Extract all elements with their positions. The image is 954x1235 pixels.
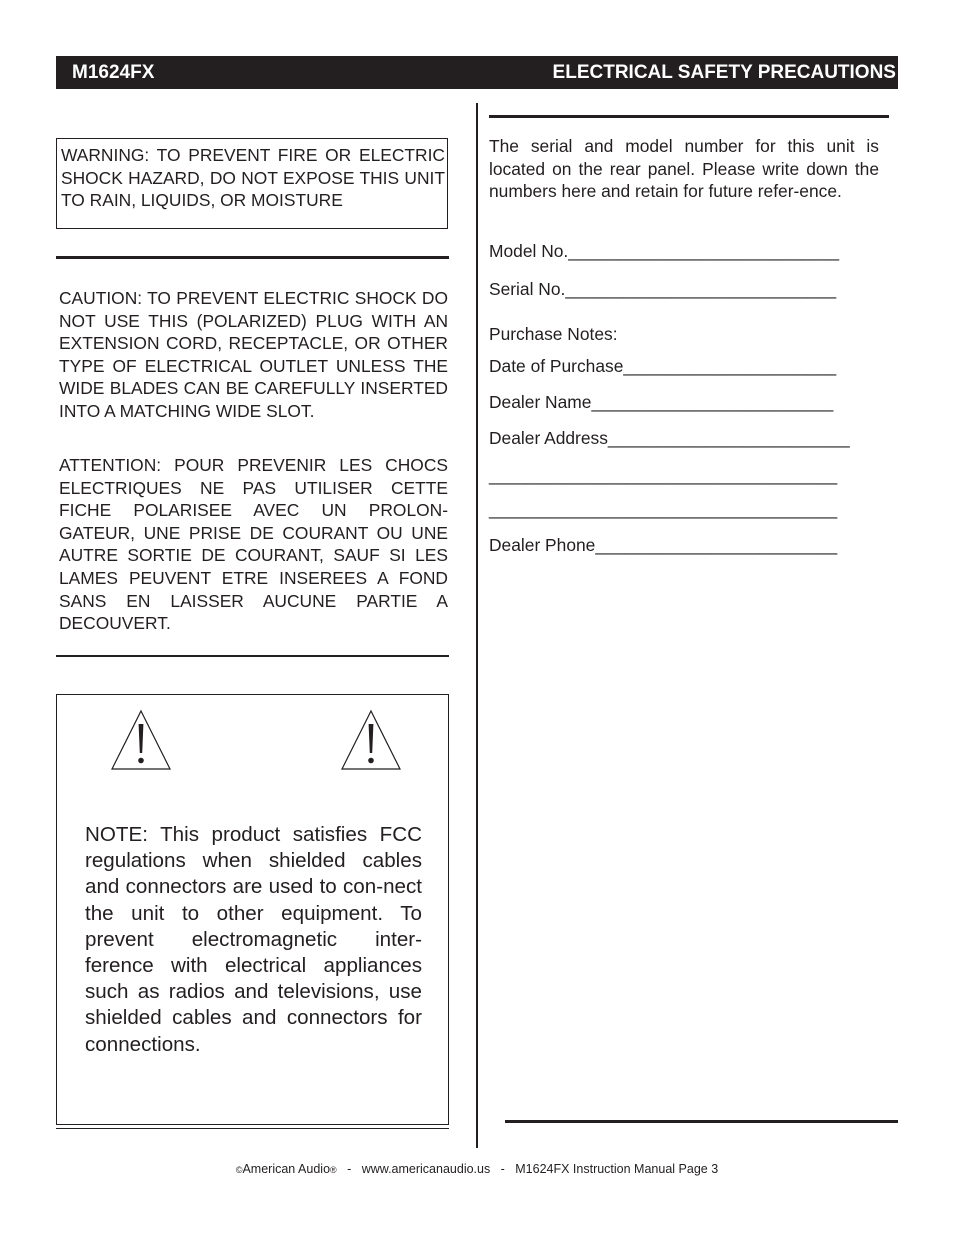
dealer-name-field: Dealer Name_________________________ — [489, 392, 834, 412]
blank-line: ____________________________________ — [489, 465, 838, 485]
serial-number-field: Serial No.____________________________ — [489, 279, 837, 299]
date-of-purchase-field: Date of Purchase______________________ — [489, 356, 837, 376]
box-underline — [56, 1128, 449, 1130]
warning-box — [56, 138, 448, 229]
footer-separator: - — [347, 1162, 352, 1176]
copyright-symbol: © — [235, 1165, 243, 1175]
divider-rule — [56, 655, 449, 657]
warning-triangle-icon — [340, 709, 402, 771]
dealer-address-field: Dealer Address_________________________ — [489, 428, 850, 448]
warning-text: WARNING: TO PREVENT FIRE OR ELECTRIC SHOCK HAZARD, DO NOT EXPOSE THIS UNIT TO RAIN, LIQUIDS, OR MOISTURE — [61, 145, 445, 210]
blank-line: ____________________________________ — [489, 499, 838, 519]
website-link[interactable]: www.americanaudio.us — [361, 1162, 491, 1176]
caution-french: ATTENTION: POUR PREVENIR LES CHOCS ELECTRIQUES NE PAS UTILISER CETTE FICHE POLARISEE AVEC UN PROLON-GATEUR, UNE PRISE DE COURANT OU UNE AUTRE SORTIE DE COURANT, SAUF SI LES LAMES PEUVENT ETRE INSEREES A FOND SANS EN LAISSER AUCUNE PARTIE A DECOUVERT. — [59, 455, 448, 634]
warning-triangle-icon — [110, 709, 172, 771]
fcc-note-box — [56, 694, 449, 1125]
model-number-field: Model No.____________________________ — [489, 241, 840, 261]
page-footer — [0, 1162, 954, 1176]
manual-page-label: M1624FX Instruction Manual Page 3 — [515, 1162, 719, 1176]
header-bar — [56, 56, 898, 89]
dealer-phone-field: Dealer Phone_________________________ — [489, 535, 838, 555]
purchase-notes-label: Purchase Notes: — [489, 324, 618, 344]
registered-symbol: ® — [330, 1165, 337, 1175]
divider-rule — [56, 256, 449, 259]
model-name: M1624FX — [72, 62, 155, 83]
section-title: ELECTRICAL SAFETY PRECAUTIONS — [552, 62, 896, 83]
caution-english: CAUTION: TO PREVENT ELECTRIC SHOCK DO NOT USE THIS (POLARIZED) PLUG WITH AN EXTENSION CORD, RECEPTACLE, OR OTHER TYPE OF ELECTRICAL OUTLET UNLESS THE WIDE BLADES CAN BE CAREFULLY INSERTED INTO A MATCHING WIDE SLOT. — [59, 288, 448, 421]
footer-separator: - — [500, 1162, 505, 1176]
column-divider — [476, 103, 478, 1148]
brand-name: American Audio — [242, 1162, 331, 1176]
divider-rule — [489, 115, 889, 118]
divider-rule — [505, 1120, 898, 1123]
serial-intro-text: The serial and model number for this unit is located on the rear panel. Please write down the numbers here and retain for future refer-ence. — [489, 136, 879, 202]
fcc-note-text: NOTE: This product satisfies FCC regulations when shielded cables and connectors are used to con-nect the unit to other equipment. To prevent electromagnetic inter-ference with electrical appliances such as radios and televisions, use shielded cables and connectors for connections. — [85, 823, 422, 1056]
